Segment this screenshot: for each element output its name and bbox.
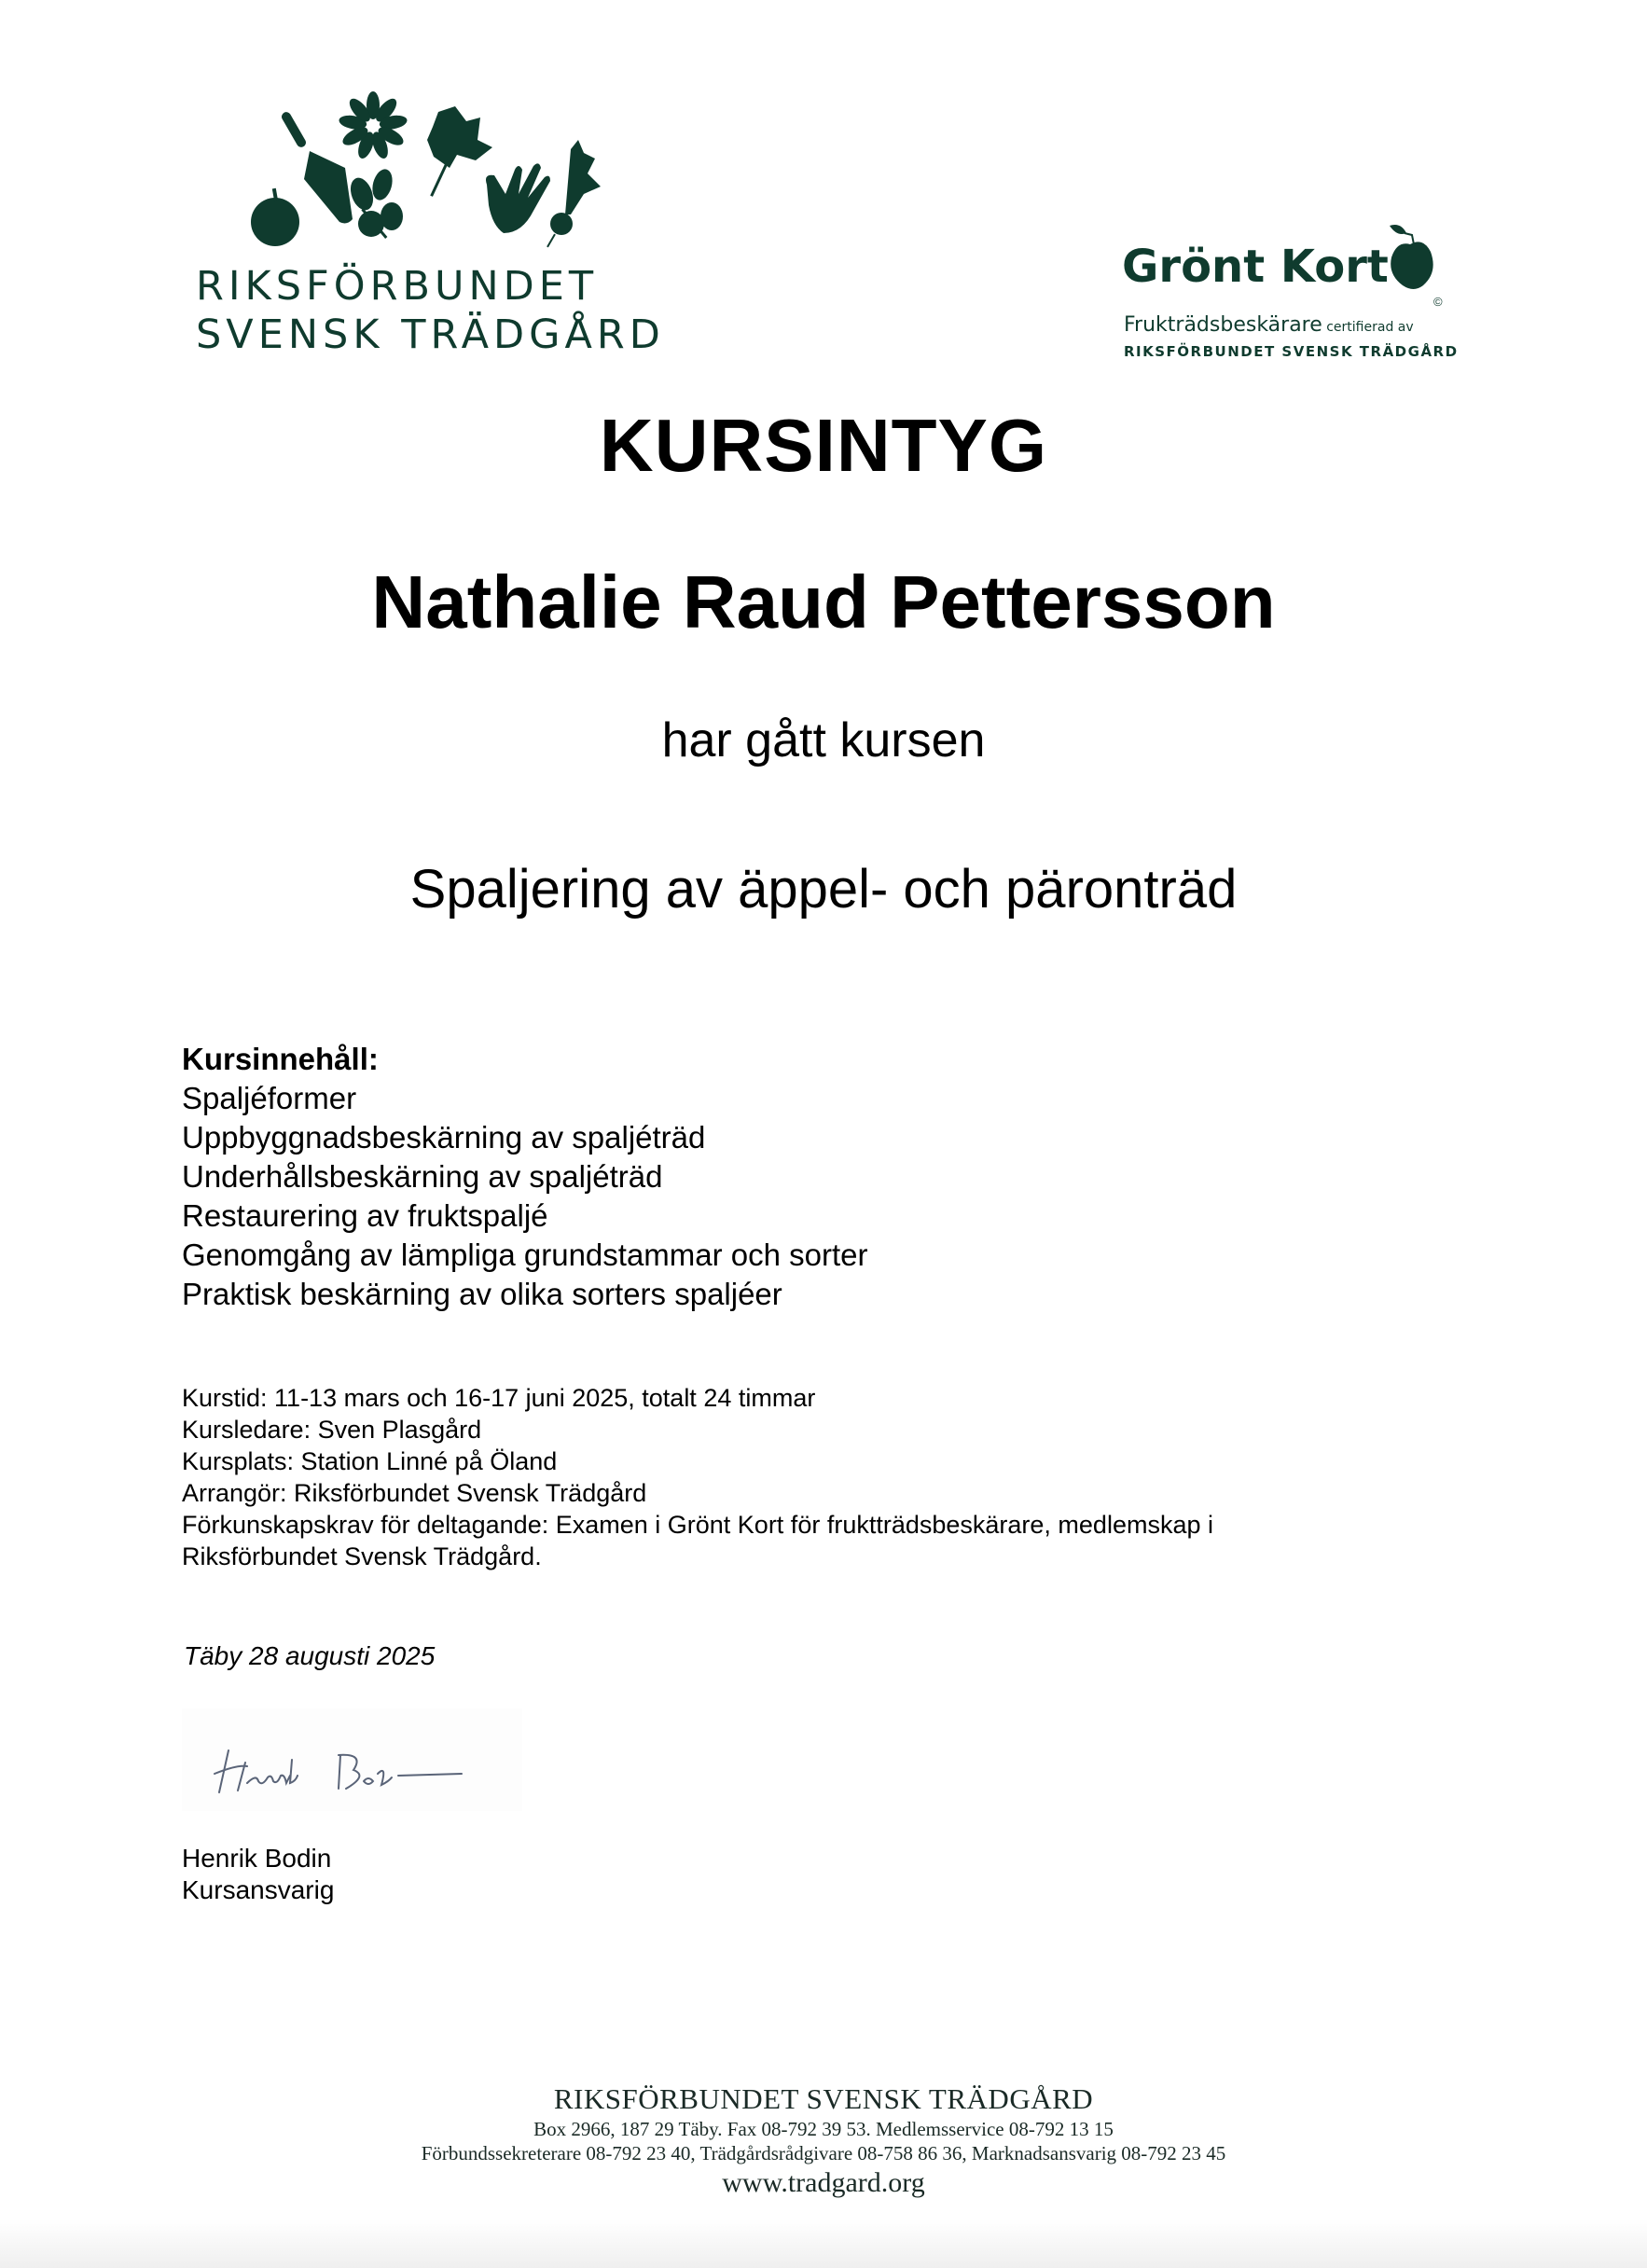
list-item: Restaurering av fruktspaljé — [182, 1198, 548, 1233]
course-name: Spaljering av äppel- och päronträd — [409, 859, 1238, 920]
gront-kort-subtitle — [1124, 313, 1414, 337]
gront-kort-logo — [1114, 216, 1469, 366]
apple-icon — [1382, 220, 1438, 295]
hand-icon — [486, 163, 550, 233]
list-item: Genomgång av lämpliga grundstammar och sorter — [182, 1238, 868, 1272]
detail-kurstid: Kurstid: 11-13 mars och 16-17 juni 2025, totalt 24 timmar — [182, 1384, 816, 1412]
handwritten-signature-icon — [182, 1708, 522, 1811]
signer — [182, 1843, 334, 1906]
detail-forkunskapskrav: Förkunskapskrav för deltagande: Examen i Grönt Kort för fruktträdsbeskärare, medlemskap i — [182, 1511, 1213, 1539]
logo-text-line1: RIKSFÖRBUNDET — [196, 263, 599, 310]
copyright-symbol: © — [1433, 295, 1443, 309]
footer-org-name: RIKSFÖRBUNDET SVENSK TRÄDGÅRD — [553, 2082, 1094, 2115]
gront-kort-subtitle-certified: certifierad av — [1322, 320, 1414, 335]
footer-address: Box 2966, 187 29 Täby. Fax 08-792 39 53. Medlemsservice 08-792 13 15 — [533, 2118, 1114, 2140]
apple-icon — [251, 188, 299, 246]
certificate-title: KURSINTYG — [599, 404, 1048, 487]
list-item: Underhållsbeskärning av spaljéträd — [182, 1159, 663, 1194]
riksforbundet-logo — [187, 84, 671, 364]
signer-role: Kursansvarig — [182, 1875, 335, 1904]
signature-image — [182, 1708, 522, 1811]
gront-kort-subtitle-main: Frukträdsbeskärare — [1124, 313, 1322, 337]
list-item: Spaljéformer — [182, 1081, 357, 1115]
detail-forkunskapskrav-cont: Riksförbundet Svensk Trädgård. — [182, 1542, 542, 1570]
garden-icons-illustration — [242, 84, 616, 252]
course-content-heading: Kursinnehåll: — [182, 1042, 379, 1076]
leaf-sprig-icon — [347, 167, 403, 239]
footer — [0, 2081, 1647, 2201]
course-details — [182, 1382, 1213, 1572]
detail-kursledare: Kursledare: Sven Plasgård — [182, 1416, 482, 1444]
footer-contacts: Förbundssekreterare 08-792 23 40, Trädgårdsrådgivare 08-758 86 36, Marknadsansvarig 08-792 23 45 — [421, 2142, 1226, 2164]
list-item: Praktisk beskärning av olika sorters spaljéer — [182, 1277, 782, 1311]
signer-name: Henrik Bodin — [182, 1844, 332, 1873]
place-date: Täby 28 augusti 2025 — [184, 1641, 436, 1670]
certificate-subtitle: har gått kursen — [661, 713, 986, 768]
recipient-name: Nathalie Raud Pettersson — [371, 560, 1276, 643]
gront-kort-title: Grönt Kort — [1122, 241, 1389, 293]
maple-leaf-icon — [427, 106, 492, 197]
list-item: Uppbyggnadsbeskärning av spaljéträd — [182, 1120, 706, 1155]
flower-icon — [338, 91, 408, 160]
detail-kursplats: Kursplats: Station Linné på Öland — [182, 1447, 558, 1475]
detail-arrangor: Arrangör: Riksförbundet Svensk Trädgård — [182, 1479, 647, 1507]
logo-text-line2: SVENSK TRÄDGÅRD — [196, 311, 665, 358]
page-edge-shadow — [0, 2220, 1647, 2268]
footer-website: www.tradgard.org — [722, 2167, 925, 2198]
gront-kort-org: RIKSFÖRBUNDET SVENSK TRÄDGÅRD — [1124, 343, 1459, 360]
beetroot-icon — [547, 140, 601, 247]
course-content — [182, 1040, 868, 1314]
